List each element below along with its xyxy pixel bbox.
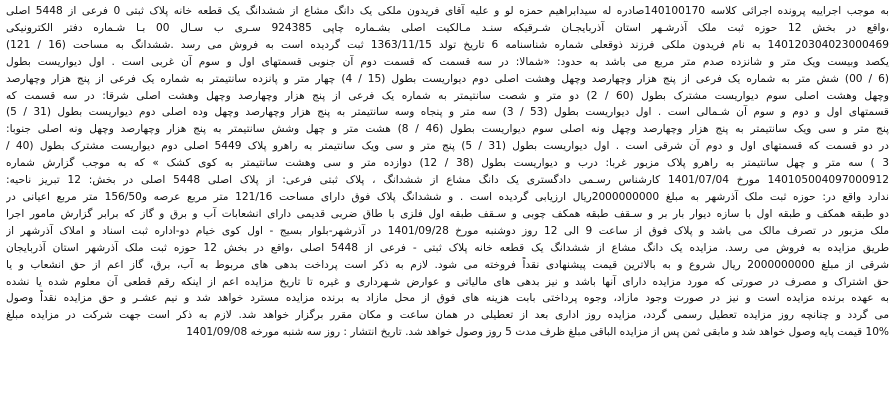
notice-line-11: 140105004097000912 مورخ 1401/07/04 کارشناس رسـمی دادگستری یک دانگ مشاع از ششدانگ ، پلاک ثبتی فرعی: از پلاک اصلی 5448 اصلی در بخش: 12 تبریز ناحیه:: [6, 174, 889, 187]
notice-line-3: 140120304023000469 به نام فریدون ملکی فرزند ذوقعلی شماره شناسنامه 6 تاریخ تولد 1363/11/15 ثبت گردیده است به فروش می رسد .ششدانگ به مساحت (16 / 121): [6, 38, 889, 51]
notice-line-16: شرقی از مبلغ 2000000000 ریال شروع و به بالاترین قیمت پیشنهادی نقداً فروخته می شود. لازم به ذکر است پرداخت بدهی های مربوط به آب، برق، گاز اعم از حق انشعاب و یا: [6, 258, 889, 271]
notice-line-17: حق اشتراک و مصرف در صورتی که مورد مزایده دارای آنها باشد و نیز بدهی های مالیاتی و عوارض شـهرداری و غیره تا تاریخ مزایده اعم از اینکه رقم قطعی آن معلوم شده یا نشده: [6, 275, 889, 288]
notice-line-8: پنج متر و سی ویک سانتیمتر به پنج هزار وچهارصد وچهل ونه اصلی سوم دیواریست بطول (46 / 8) هشت متر و چهل وشش سانتیمتر به پنج هزار وچهارصد وچهل ونه اصلی جنوبا:: [6, 123, 889, 136]
notice-line-4: یکصد وبیست ویک متر و شانزده صدم متر مربع می باشد به حدود: «شمالا: در سه قسمت که قسمت دوم آن جنوبی قسمتهای اول و سوم آن غربی است . اول دیواریست بطول: [6, 55, 889, 68]
notice-line-2: ،واقع در بخش 12 حوزه ثبت ملک آذرشـهر استان آذربایجـان شـرقیکه سنـد مـالکیت اصلی بشـماره چاپی 924385 سـری ب سـال 00 بـا شـماره دفتر الکترونیکی: [6, 21, 889, 34]
notice-line-9: در دو قسمت که قسمتهای اول و دوم آن شرقی است . اول دیواریست بطول (31 / 5) پنج متر و سی ویک سانتیمتر به راهرو پلاک 5449 اصلی دوم دیواریست مشترک بطول (40 /: [6, 140, 889, 153]
notice-line-12: ندارد واقع در: حوزه ثبت ملک آذرشهر به مبلغ 2000000000ریال ارزیابی گردیده است . و ششدانگ پلاک فوق دارای مساحت 121/16 متر مربع عرصه و156/50 متر مربع اعیانی در: [6, 190, 889, 203]
notice-line-19: می گردد و چنانچه روز مزایده تعطیل رسمی گردد، مزایده روز اداری بعد از تعطیلی در همان ساعت و مکان مقرر برگزار خواهد شد. لازم به ذکر است جهت شرکت در مزایده مبلغ: [6, 309, 889, 322]
notice-line-18: به عهده برنده مزایده است و نیز در صورت وجود مازاد، وجوه پرداختی بابت هزینه های فوق از محل مازاد به برنده مزایده مسترد خواهد شد و نیم عشـر و حق مزایده نقداً وصول: [6, 292, 889, 305]
notice-line-20: 10% قیمت پایه وصول خواهد شد و مابقی ثمن پس از مزایده الباقی مبلغ ظرف مدت 5 روز وصول خواهد شد. تاریخ انتشار : روز سه شنبه مورخه 1401/09/08: [186, 326, 889, 339]
notice-line-13: دو طبقه همکف و طبقه اول با سازه دیوار بار بر و سـقف طبقه همکف چوبی و سـقف طبقه اول فلزی با طاق ضربی قدیمی دارای انشعابات آب و برق و گاز که برابر گزارش مامور اجرا: [6, 207, 889, 220]
notice-line-7: قسمتهای اول و دوم و سوم آن شـمالی است . اول دیواریست بطول (53 / 3) سه متر و پنجاه وسه سانتیمتر به پنج هزار وچهارصد وچهل وده اصلی دوم دیواریست بطول (31 / 5): [6, 106, 889, 119]
notice-line-1: به موجب اجراییه پرونده اجرائی کلاسه 140100170صادره له سیدابراهیم حمزه لو و علیه آقای فریدون ملکی یک دانگ مشاع از ششدانگ یک قطعه خانه پلاک ثبتی 0 فرعی از 5448 اصلی: [6, 5, 889, 17]
notice-line-10: 3 ) سه متر و چهل سانتیمتر به راهرو پلاک مزبور غربا: درب و دیواریست بطول (38 / 12) دوازده متر و سی وهشت سانتیمتر به کوی کشک » که به موجب گزارش شماره: [6, 157, 889, 170]
notice-line-15: طریق مزایده به فروش می رسد. مزایده یک دانگ مشاع از ششدانگ یک قطعه خانه پلاک ثبتی - فرعی از 5448 اصلی ،واقع در بخش 12 حوزه ثبت ملک آذرشهر استان آذربایجان: [6, 241, 889, 254]
notice-line-14: ملک مزبور در تصرف مالک می باشد و پلاک فوق از ساعت 9 الی 12 روز دوشنبه مورخ 1401/09/28 در آذرشهر-بلوار بسیج - اول کوی خیام دو-اداره ثبت اسناد و املاک آذرشهر از: [6, 224, 889, 237]
notice-line-5: (6 / 00) شش متر به شماره یک فرعی از پنج هزار وچهارصد وچهل وهشت اصلی دوم دیواریست بطول (15 / 4) چهار متر و پانزده سانتیمتر به شماره یک فرعی از پنج هزار وچهارصد: [6, 72, 889, 85]
notice-line-6: وچهل وهشت اصلی سوم دیواریست مشترک بطول (60 / 2) دو متر و شصت سانتیمتر به شماره یک فرعی از پنج هزار وچهارصد وچهل وهشت اصلی شرقا: در سه قسمت که: [6, 89, 889, 102]
